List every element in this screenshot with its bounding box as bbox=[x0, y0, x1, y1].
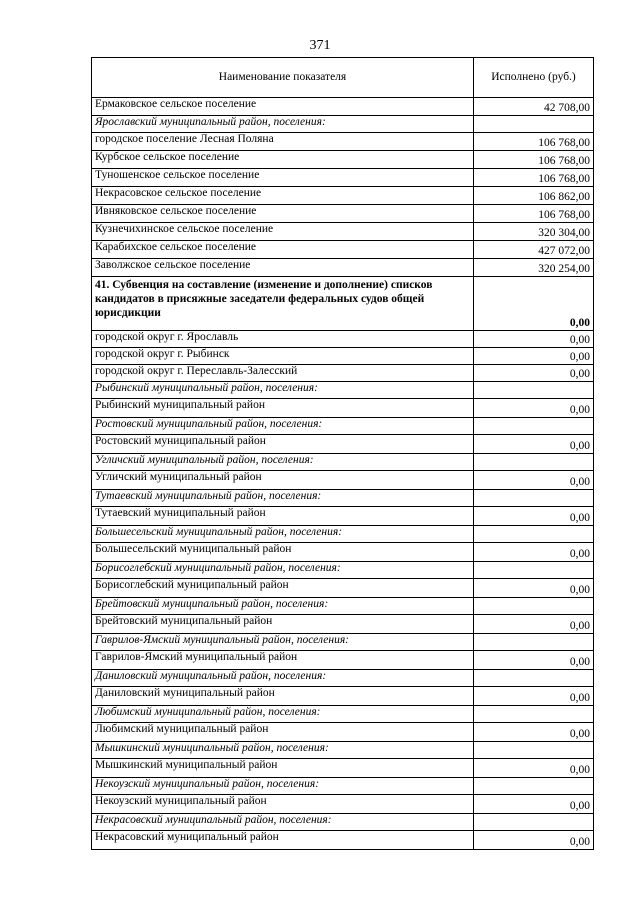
row-name: Ростовский муниципальный район, поселения: bbox=[92, 418, 474, 435]
group-heading-row bbox=[92, 670, 594, 687]
table-row bbox=[92, 365, 594, 382]
table-row bbox=[92, 471, 594, 490]
table-row bbox=[92, 259, 594, 277]
row-value: 0,00 bbox=[474, 615, 594, 634]
row-name: Брейтовский муниципальный район, поселения: bbox=[92, 598, 474, 615]
row-value: 320 254,00 bbox=[474, 259, 594, 277]
row-value bbox=[474, 634, 594, 651]
group-heading-row bbox=[92, 778, 594, 795]
row-value: 0,00 bbox=[474, 348, 594, 365]
row-name: Даниловский муниципальный район bbox=[92, 687, 474, 706]
row-value: 106 862,00 bbox=[474, 187, 594, 205]
row-value bbox=[474, 382, 594, 399]
row-value: 0,00 bbox=[474, 471, 594, 490]
table-row bbox=[92, 579, 594, 598]
row-name: Некрасовский муниципальный район bbox=[92, 831, 474, 850]
table-row bbox=[92, 831, 594, 850]
row-name: Кузнечихинское сельское поселение bbox=[92, 223, 474, 241]
row-value: 0,00 bbox=[474, 687, 594, 706]
row-name: Большесельский муниципальный район, поселения: bbox=[92, 526, 474, 543]
row-value: 0,00 bbox=[474, 435, 594, 454]
row-name: городской округ г. Рыбинск bbox=[92, 348, 474, 365]
row-value bbox=[474, 490, 594, 507]
group-heading-row bbox=[92, 418, 594, 435]
row-name: Мышкинский муниципальный район bbox=[92, 759, 474, 778]
row-name: Ростовский муниципальный район bbox=[92, 435, 474, 454]
section-heading-row bbox=[92, 277, 594, 331]
table-row bbox=[92, 205, 594, 223]
row-value: 106 768,00 bbox=[474, 169, 594, 187]
table-row bbox=[92, 723, 594, 742]
row-name: городской округ г. Ярославль bbox=[92, 331, 474, 348]
row-value bbox=[474, 778, 594, 795]
table-row bbox=[92, 98, 594, 116]
group-heading-row bbox=[92, 742, 594, 759]
group-heading-row bbox=[92, 598, 594, 615]
row-name: Ярославский муниципальный район, поселения: bbox=[92, 116, 474, 133]
row-name: Заволжское сельское поселение bbox=[92, 259, 474, 277]
section-total: 0,00 bbox=[474, 277, 594, 331]
table-row bbox=[92, 687, 594, 706]
row-name: Карабихское сельское поселение bbox=[92, 241, 474, 259]
row-value: 0,00 bbox=[474, 759, 594, 778]
report-table bbox=[91, 57, 594, 850]
row-value: 0,00 bbox=[474, 399, 594, 418]
group-heading-row bbox=[92, 382, 594, 399]
section-title: 41. Субвенция на составление (изменение и дополнение) списков кандидатов в присяжные заседатели федеральных судов общей юрисдикции bbox=[92, 277, 474, 331]
table-row bbox=[92, 759, 594, 778]
group-heading-row bbox=[92, 526, 594, 543]
table-row bbox=[92, 223, 594, 241]
row-value bbox=[474, 670, 594, 687]
row-value bbox=[474, 598, 594, 615]
table-row bbox=[92, 399, 594, 418]
row-name: Некоузский муниципальный район, поселения: bbox=[92, 778, 474, 795]
row-value: 106 768,00 bbox=[474, 133, 594, 151]
row-name: Даниловский муниципальный район, поселения: bbox=[92, 670, 474, 687]
row-value bbox=[474, 526, 594, 543]
group-heading-row bbox=[92, 490, 594, 507]
row-name: Ивняковское сельское поселение bbox=[92, 205, 474, 223]
row-value: 42 708,00 bbox=[474, 98, 594, 116]
table-row bbox=[92, 151, 594, 169]
row-value: 0,00 bbox=[474, 331, 594, 348]
group-heading-row bbox=[92, 814, 594, 831]
row-name: Мышкинский муниципальный район, поселения: bbox=[92, 742, 474, 759]
row-value bbox=[474, 742, 594, 759]
group-heading-row bbox=[92, 116, 594, 133]
row-name: Некрасовский муниципальный район, поселения: bbox=[92, 814, 474, 831]
row-name: Рыбинский муниципальный район, поселения: bbox=[92, 382, 474, 399]
row-name: Угличский муниципальный район, поселения: bbox=[92, 454, 474, 471]
row-value bbox=[474, 814, 594, 831]
row-value: 320 304,00 bbox=[474, 223, 594, 241]
row-name: Тутаевский муниципальный район, поселения: bbox=[92, 490, 474, 507]
row-value: 0,00 bbox=[474, 579, 594, 598]
page-number: 371 bbox=[309, 38, 331, 53]
row-name: Любимский муниципальный район, поселения: bbox=[92, 706, 474, 723]
row-name: Борисоглебский муниципальный район bbox=[92, 579, 474, 598]
table-row bbox=[92, 331, 594, 348]
row-name: Некрасовское сельское поселение bbox=[92, 187, 474, 205]
group-heading-row bbox=[92, 706, 594, 723]
row-name: Гаврилов-Ямский муниципальный район, поселения: bbox=[92, 634, 474, 651]
group-heading-row bbox=[92, 634, 594, 651]
row-value bbox=[474, 706, 594, 723]
row-value: 106 768,00 bbox=[474, 205, 594, 223]
row-value: 0,00 bbox=[474, 651, 594, 670]
header-executed-amount: Исполнено (руб.) bbox=[474, 58, 594, 98]
header-indicator-name: Наименование показателя bbox=[92, 58, 474, 98]
row-value: 0,00 bbox=[474, 507, 594, 526]
row-name: Брейтовский муниципальный район bbox=[92, 615, 474, 634]
row-value: 106 768,00 bbox=[474, 151, 594, 169]
table-row bbox=[92, 507, 594, 526]
row-name: Курбское сельское поселение bbox=[92, 151, 474, 169]
row-name: Туношенское сельское поселение bbox=[92, 169, 474, 187]
row-value bbox=[474, 418, 594, 435]
group-heading-row bbox=[92, 454, 594, 471]
table-header-row bbox=[92, 58, 594, 98]
table-row bbox=[92, 795, 594, 814]
row-value: 427 072,00 bbox=[474, 241, 594, 259]
table-row bbox=[92, 169, 594, 187]
row-name: Борисоглебский муниципальный район, поселения: bbox=[92, 562, 474, 579]
table-row bbox=[92, 348, 594, 365]
table-row bbox=[92, 187, 594, 205]
row-name: Гаврилов-Ямский муниципальный район bbox=[92, 651, 474, 670]
row-value: 0,00 bbox=[474, 543, 594, 562]
row-name: городской округ г. Переславль-Залесский bbox=[92, 365, 474, 382]
row-name: городское поселение Лесная Поляна bbox=[92, 133, 474, 151]
row-value: 0,00 bbox=[474, 723, 594, 742]
table-row bbox=[92, 435, 594, 454]
row-name: Большесельский муниципальный район bbox=[92, 543, 474, 562]
table-row bbox=[92, 615, 594, 634]
row-value bbox=[474, 562, 594, 579]
table-row bbox=[92, 651, 594, 670]
row-value bbox=[474, 116, 594, 133]
table-row bbox=[92, 543, 594, 562]
row-value bbox=[474, 454, 594, 471]
row-name: Угличский муниципальный район bbox=[92, 471, 474, 490]
group-heading-row bbox=[92, 562, 594, 579]
table-row bbox=[92, 133, 594, 151]
row-name: Любимский муниципальный район bbox=[92, 723, 474, 742]
row-value: 0,00 bbox=[474, 795, 594, 814]
row-value: 0,00 bbox=[474, 831, 594, 850]
row-name: Ермаковское сельское поселение bbox=[92, 98, 474, 116]
row-value: 0,00 bbox=[474, 365, 594, 382]
row-name: Тутаевский муниципальный район bbox=[92, 507, 474, 526]
row-name: Некоузский муниципальный район bbox=[92, 795, 474, 814]
row-name: Рыбинский муниципальный район bbox=[92, 399, 474, 418]
table-row bbox=[92, 241, 594, 259]
